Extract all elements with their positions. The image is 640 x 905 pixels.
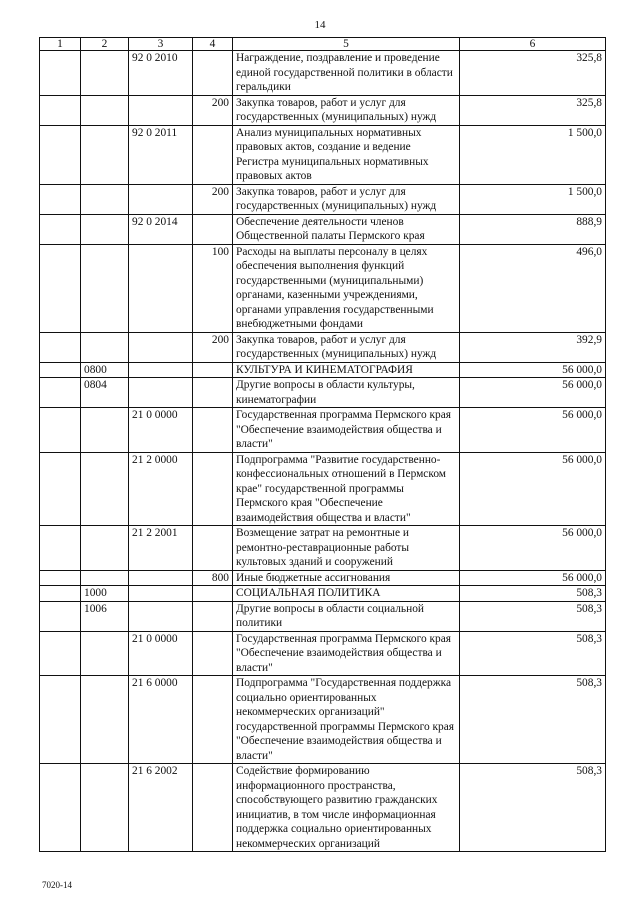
cell-expense-type — [193, 51, 233, 96]
cell-target-article — [129, 586, 193, 602]
cell-amount: 325,8 — [460, 51, 606, 96]
budget-table — [39, 37, 606, 852]
cell-subsection — [81, 184, 129, 214]
table-row — [40, 362, 606, 378]
cell-description: Подпрограмма "Государственная поддержка социально ориентированных некоммерческих организаций" государственной программы Пермского края "Обеспечение взаимодействия общества и власти" — [233, 676, 460, 764]
cell-section — [40, 214, 81, 244]
cell-target-article: 21 6 2002 — [129, 764, 193, 852]
cell-target-article: 21 0 0000 — [129, 408, 193, 453]
cell-description: Награждение, поздравление и проведение единой государственной политики в области геральдики — [233, 51, 460, 96]
cell-target-article: 92 0 2014 — [129, 214, 193, 244]
column-header-1: 1 — [40, 38, 81, 51]
cell-subsection — [81, 676, 129, 764]
table-row — [40, 526, 606, 571]
cell-target-article: 21 2 0000 — [129, 452, 193, 526]
cell-target-article: 21 2 2001 — [129, 526, 193, 571]
cell-subsection — [81, 408, 129, 453]
cell-target-article — [129, 184, 193, 214]
cell-amount: 888,9 — [460, 214, 606, 244]
column-header-2: 2 — [81, 38, 129, 51]
column-header-5: 5 — [233, 38, 460, 51]
cell-amount: 325,8 — [460, 95, 606, 125]
cell-subsection — [81, 526, 129, 571]
cell-amount: 56 000,0 — [460, 408, 606, 453]
cell-amount: 496,0 — [460, 244, 606, 332]
cell-expense-type — [193, 125, 233, 184]
cell-subsection — [81, 214, 129, 244]
cell-description: Содействие формированию информационного пространства, способствующего развитию гражданских инициатив, в том числе информационная поддержка социально ориентированных некоммерческих организаций — [233, 764, 460, 852]
cell-amount: 1 500,0 — [460, 184, 606, 214]
cell-expense-type — [193, 631, 233, 676]
cell-amount: 56 000,0 — [460, 570, 606, 586]
column-header-4: 4 — [193, 38, 233, 51]
cell-target-article — [129, 95, 193, 125]
cell-subsection — [81, 570, 129, 586]
table-row — [40, 764, 606, 852]
column-header-3: 3 — [129, 38, 193, 51]
cell-description: КУЛЬТУРА И КИНЕМАТОГРАФИЯ — [233, 362, 460, 378]
cell-target-article — [129, 570, 193, 586]
table-row — [40, 631, 606, 676]
cell-description: Другие вопросы в области социальной политики — [233, 601, 460, 631]
cell-amount: 1 500,0 — [460, 125, 606, 184]
cell-description: Закупка товаров, работ и услуг для государственных (муниципальных) нужд — [233, 332, 460, 362]
cell-target-article — [129, 332, 193, 362]
cell-amount: 508,3 — [460, 631, 606, 676]
cell-section — [40, 764, 81, 852]
cell-expense-type — [193, 452, 233, 526]
cell-amount: 56 000,0 — [460, 452, 606, 526]
cell-expense-type — [193, 408, 233, 453]
cell-subsection — [81, 244, 129, 332]
cell-expense-type: 800 — [193, 570, 233, 586]
cell-subsection — [81, 95, 129, 125]
table-row — [40, 452, 606, 526]
cell-section — [40, 332, 81, 362]
cell-description: Закупка товаров, работ и услуг для государственных (муниципальных) нужд — [233, 184, 460, 214]
table-row — [40, 184, 606, 214]
table-row — [40, 125, 606, 184]
table-row — [40, 214, 606, 244]
cell-expense-type — [193, 362, 233, 378]
cell-section — [40, 601, 81, 631]
cell-section — [40, 631, 81, 676]
cell-subsection: 0800 — [81, 362, 129, 378]
table-row — [40, 95, 606, 125]
cell-section — [40, 570, 81, 586]
cell-amount: 56 000,0 — [460, 526, 606, 571]
table-row — [40, 51, 606, 96]
document-code: 7020-14 — [42, 880, 72, 890]
cell-description: Расходы на выплаты персоналу в целях обеспечения выполнения функций государственными (муниципальными) органами, казенными учреждениями, органами управления государственными внебюджетными фондами — [233, 244, 460, 332]
cell-section — [40, 378, 81, 408]
cell-expense-type: 100 — [193, 244, 233, 332]
cell-amount: 508,3 — [460, 601, 606, 631]
cell-amount: 508,3 — [460, 764, 606, 852]
cell-target-article: 92 0 2011 — [129, 125, 193, 184]
table-row — [40, 570, 606, 586]
cell-section — [40, 95, 81, 125]
cell-section — [40, 586, 81, 602]
table-row — [40, 601, 606, 631]
cell-subsection: 1006 — [81, 601, 129, 631]
cell-description: Государственная программа Пермского края "Обеспечение взаимодействия общества и власти" — [233, 408, 460, 453]
table-row — [40, 676, 606, 764]
cell-expense-type — [193, 586, 233, 602]
cell-target-article — [129, 378, 193, 408]
cell-target-article: 92 0 2010 — [129, 51, 193, 96]
table-row — [40, 408, 606, 453]
cell-target-article — [129, 244, 193, 332]
cell-subsection — [81, 631, 129, 676]
cell-section — [40, 51, 81, 96]
table-row — [40, 378, 606, 408]
header-row — [40, 38, 606, 51]
cell-subsection — [81, 51, 129, 96]
column-header-6: 6 — [460, 38, 606, 51]
cell-amount: 56 000,0 — [460, 362, 606, 378]
cell-expense-type — [193, 676, 233, 764]
cell-subsection: 1000 — [81, 586, 129, 602]
cell-subsection — [81, 125, 129, 184]
table-row — [40, 332, 606, 362]
cell-section — [40, 125, 81, 184]
cell-description: Государственная программа Пермского края "Обеспечение взаимодействия общества и власти" — [233, 631, 460, 676]
cell-subsection: 0804 — [81, 378, 129, 408]
cell-description: Обеспечение деятельности членов Общественной палаты Пермского края — [233, 214, 460, 244]
cell-description: Возмещение затрат на ремонтные и ремонтно-реставрационные работы культовых зданий и сооружений — [233, 526, 460, 571]
cell-target-article: 21 6 0000 — [129, 676, 193, 764]
cell-section — [40, 526, 81, 571]
cell-expense-type: 200 — [193, 95, 233, 125]
cell-expense-type: 200 — [193, 184, 233, 214]
cell-amount: 392,9 — [460, 332, 606, 362]
table-row — [40, 244, 606, 332]
cell-expense-type: 200 — [193, 332, 233, 362]
cell-subsection — [81, 452, 129, 526]
page-number: 14 — [314, 19, 326, 31]
cell-expense-type — [193, 764, 233, 852]
cell-expense-type — [193, 378, 233, 408]
cell-description: Закупка товаров, работ и услуг для государственных (муниципальных) нужд — [233, 95, 460, 125]
cell-section — [40, 452, 81, 526]
cell-section — [40, 244, 81, 332]
cell-expense-type — [193, 526, 233, 571]
cell-target-article — [129, 362, 193, 378]
cell-section — [40, 362, 81, 378]
table-row — [40, 586, 606, 602]
cell-target-article — [129, 601, 193, 631]
cell-section — [40, 408, 81, 453]
cell-amount: 508,3 — [460, 676, 606, 764]
cell-expense-type — [193, 601, 233, 631]
cell-section — [40, 676, 81, 764]
cell-description: Анализ муниципальных нормативных правовых актов, создание и ведение Регистра муниципальных нормативных правовых актов — [233, 125, 460, 184]
cell-description: Подпрограмма "Развитие государственно-конфессиональных отношений в Пермском крае" государственной программы Пермского края "Обеспечение взаимодействия общества и власти" — [233, 452, 460, 526]
cell-target-article: 21 0 0000 — [129, 631, 193, 676]
cell-description: Другие вопросы в области культуры, кинематографии — [233, 378, 460, 408]
cell-expense-type — [193, 214, 233, 244]
cell-section — [40, 184, 81, 214]
cell-amount: 508,3 — [460, 586, 606, 602]
cell-subsection — [81, 332, 129, 362]
cell-description: СОЦИАЛЬНАЯ ПОЛИТИКА — [233, 586, 460, 602]
cell-subsection — [81, 764, 129, 852]
cell-description: Иные бюджетные ассигнования — [233, 570, 460, 586]
cell-amount: 56 000,0 — [460, 378, 606, 408]
